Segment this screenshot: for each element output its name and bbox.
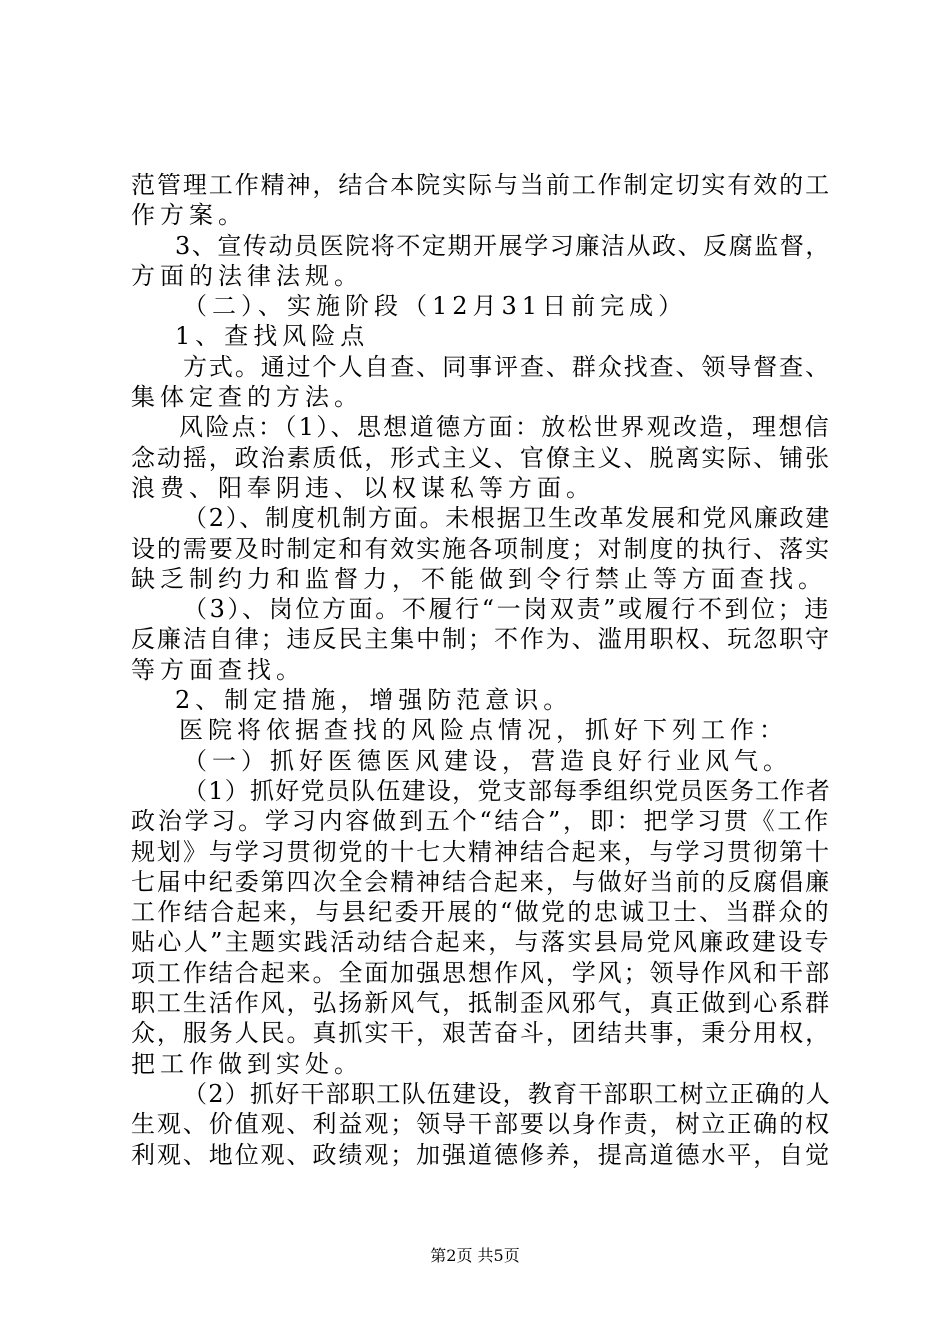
text-line: 作方案。: [131, 201, 247, 230]
text-line: （1）抓好党员队伍建设，党支部每季组织党员医务工作者: [183, 776, 831, 805]
text-line: 众，服务人民。真抓实干，艰苦奋斗，团结共事，秉分用权，: [131, 1019, 831, 1048]
text-line: 政治学习。学习内容做到五个“结合”，即：把学习贯《工作: [131, 807, 831, 836]
text-line: 3、宣传动员医院将不定期开展学习廉洁从政、反腐监督，: [175, 231, 831, 260]
text-line: 职工生活作风，弘扬新风气，抵制歪风邪气，真正做到心系群: [131, 989, 831, 1018]
text-line: （2）、制度机制方面。未根据卫生改革发展和党风廉政建: [183, 504, 831, 533]
text-line: 浪费、阳奉阴违、以权谋私等方面。: [131, 473, 595, 502]
text-line: 把工作做到实处。: [131, 1049, 363, 1078]
text-line: 生观、价值观、利益观；领导干部要以身作责，树立正确的权: [131, 1110, 831, 1139]
text-line: 利观、地位观、政绩观；加强道德修养，提高道德水平，自觉: [131, 1140, 831, 1169]
text-line: 2、制定措施，增强防范意识。: [175, 686, 573, 715]
text-line: （一）抓好医德医风建设，营造良好行业风气。: [183, 746, 792, 775]
text-line: 规划》与学习贯彻党的十七大精神结合起来，与学习贯彻第十: [131, 837, 831, 866]
text-line: 设的需要及时制定和有效实施各项制度；对制度的执行、落实: [131, 534, 831, 563]
document-body: [131, 170, 831, 1170]
text-line: 方面的法律法规。: [131, 261, 363, 290]
text-line: 念动摇，政治素质低，形式主义、官僚主义、脱离实际、铺张: [131, 443, 831, 472]
text-line: 风险点：（1）、思想道德方面：放松世界观改造，理想信: [179, 413, 831, 442]
text-line: 集体定查的方法。: [131, 383, 363, 412]
text-line: 贴心人”主题实践活动结合起来，与落实县局党风廉政建设专: [131, 928, 831, 957]
text-line: 1、查找风险点: [175, 322, 370, 351]
page-footer: 第2页 共5页: [430, 1246, 520, 1265]
text-line: 医院将依据查找的风险点情况，抓好下列工作：: [179, 716, 788, 745]
text-line: 项工作结合起来。全面加强思想作风，学风；领导作风和干部: [131, 958, 831, 987]
text-line: 七届中纪委第四次全会精神结合起来，与做好当前的反腐倡廉: [131, 867, 831, 896]
text-line: 缺乏制约力和监督力，不能做到令行禁止等方面查找。: [131, 564, 827, 593]
text-line: （2）抓好干部职工队伍建设，教育干部职工树立正确的人: [183, 1079, 831, 1108]
text-line: 范管理工作精神，结合本院实际与当前工作制定切实有效的工: [131, 171, 831, 199]
text-line: 等方面查找。: [131, 655, 305, 684]
text-line: 工作结合起来，与县纪委开展的“做党的忠诚卫士、当群众的: [131, 898, 831, 927]
text-line: （二）、实施阶段（12月31日前完成）: [183, 292, 688, 321]
text-line: 反廉洁自律；违反民主集中制；不作为、滥用职权、玩忽职守: [131, 625, 831, 654]
text-line: 方式。通过个人自查、同事评查、群众找查、领导督查、: [183, 352, 831, 381]
text-line: （3）、岗位方面。不履行“一岗双责”或履行不到位；违: [183, 595, 831, 624]
